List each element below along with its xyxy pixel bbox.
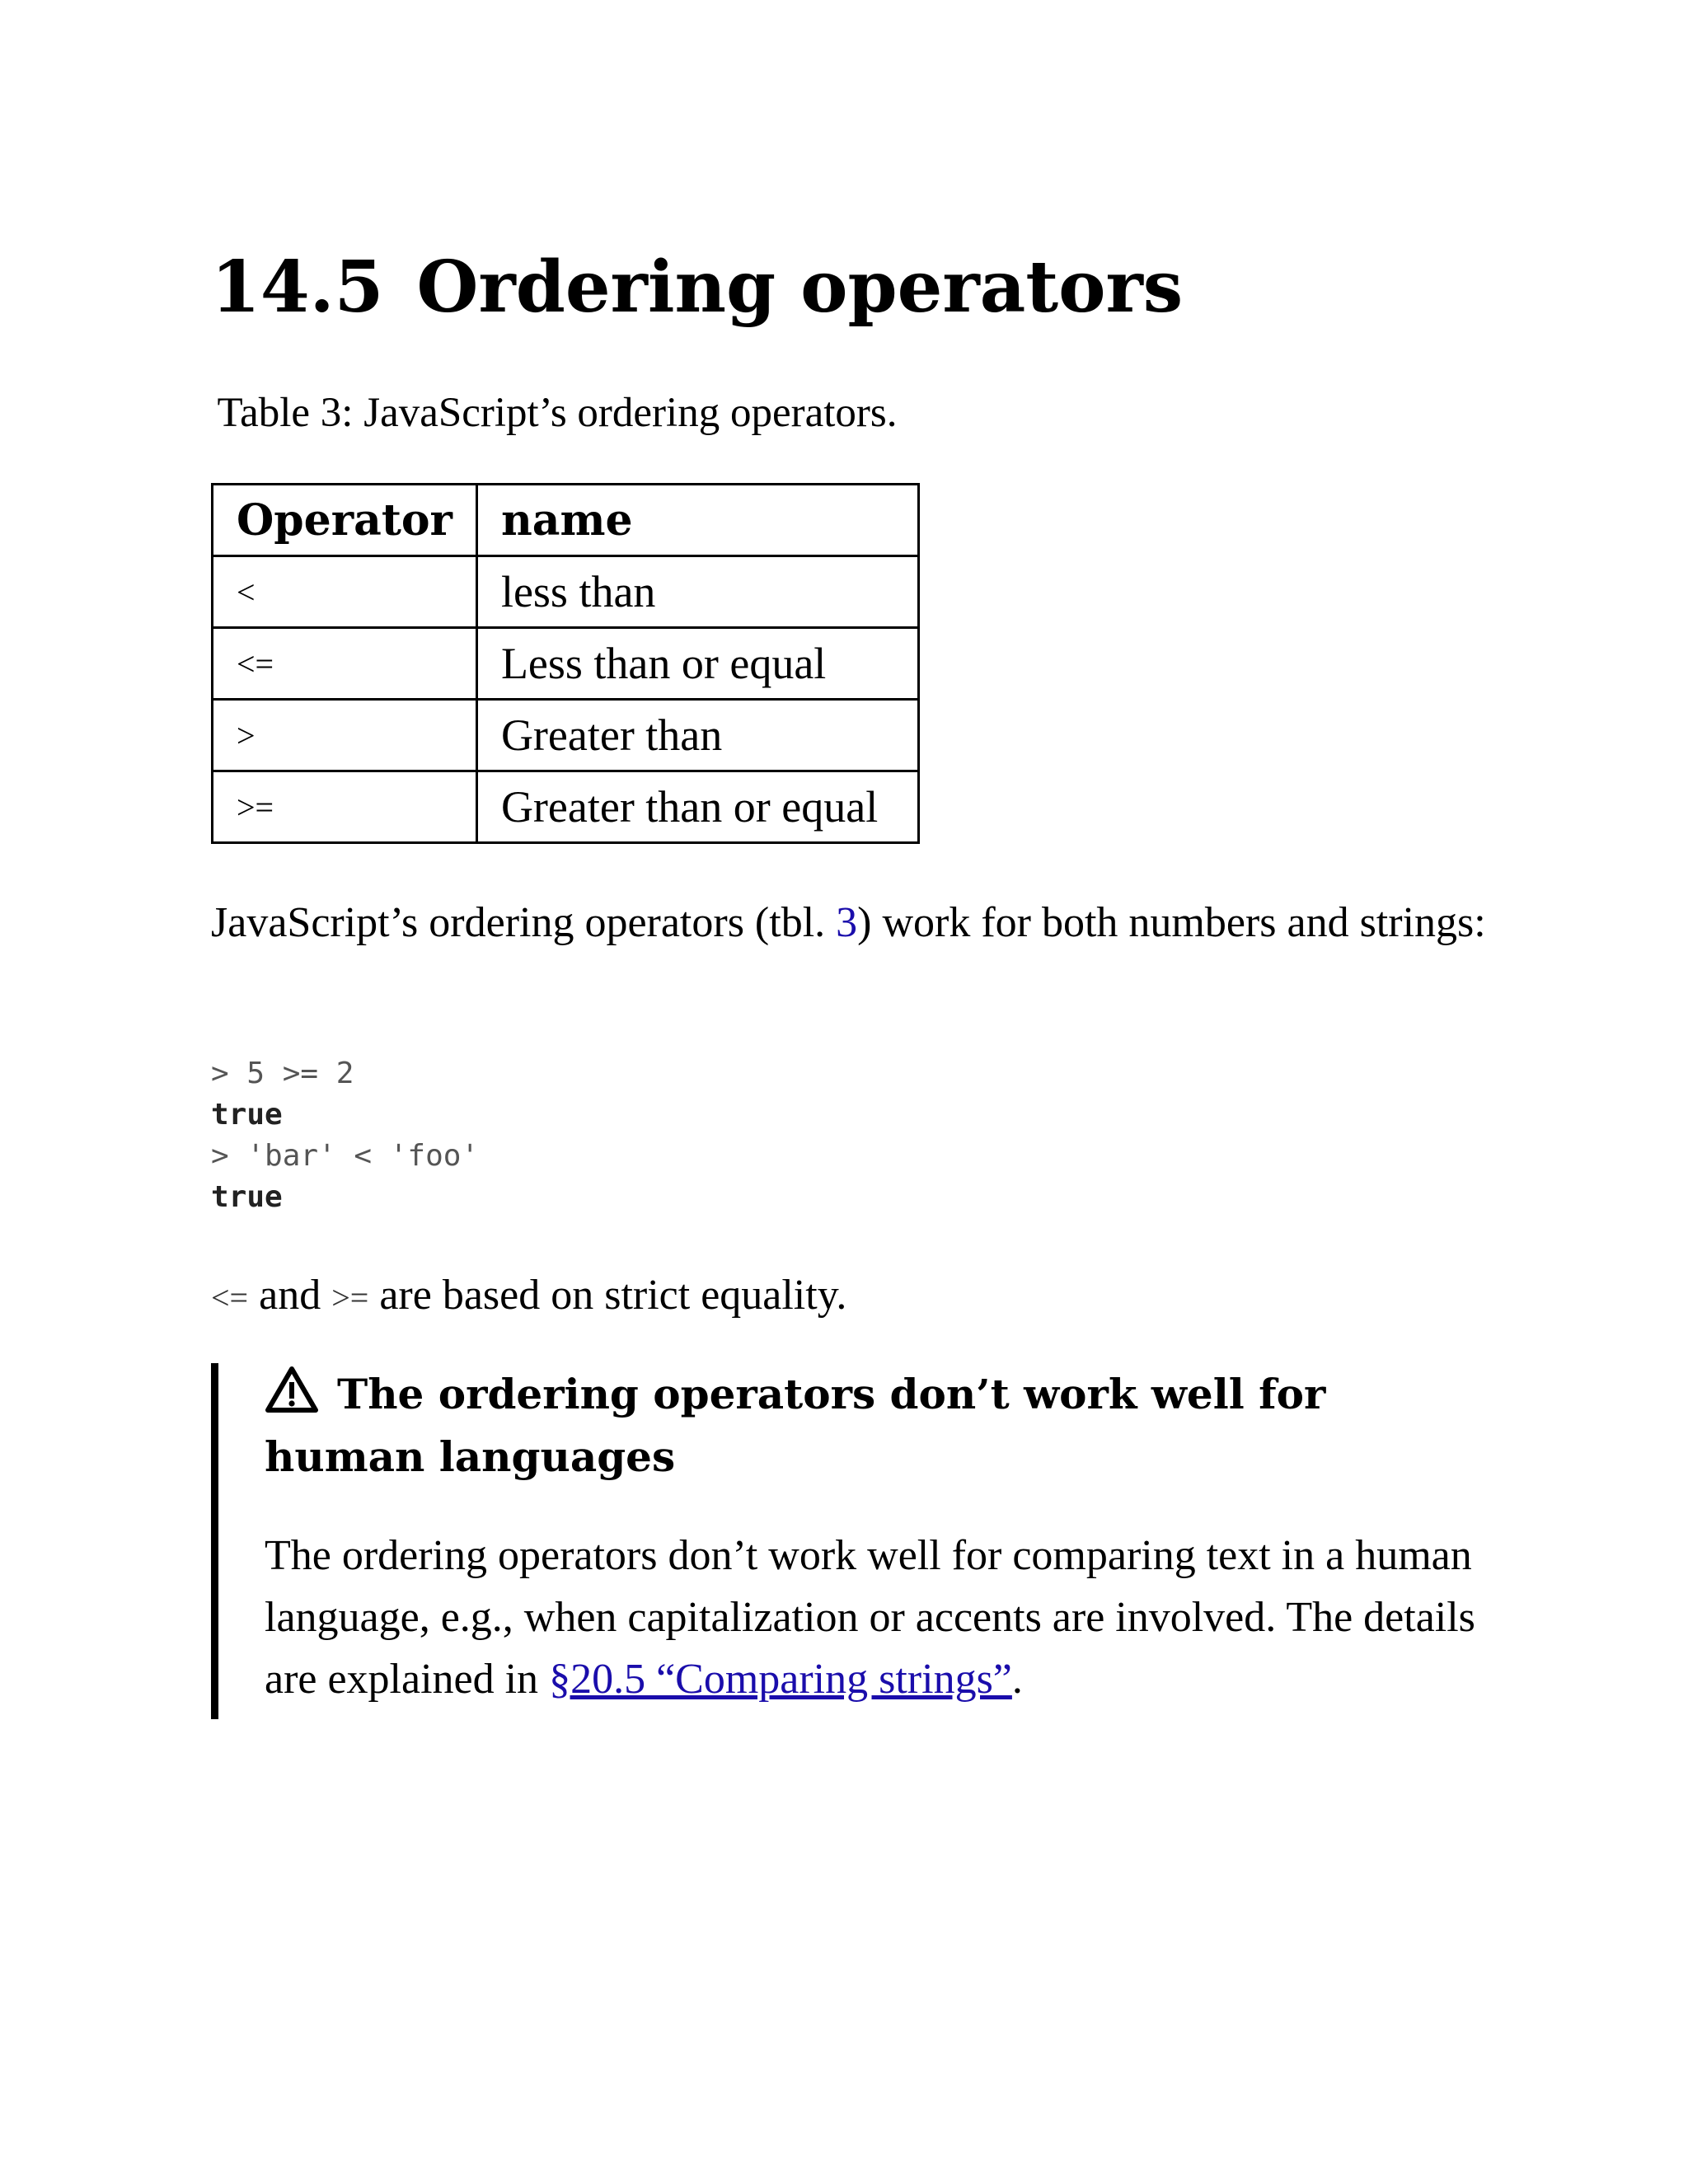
section-title-text: Ordering operators [416, 246, 1184, 329]
section-number: 14.5 [211, 246, 384, 329]
column-header-name: name [476, 485, 918, 556]
table-header-row [213, 485, 919, 556]
section-title [211, 247, 1183, 329]
note-text: and [248, 1272, 332, 1319]
intro-text-after: ) work for both numbers and strings: [857, 899, 1486, 946]
code-input-line: > 5 >= 2 [211, 1057, 354, 1090]
callout-body [265, 1525, 1497, 1710]
operator-cell: < [213, 556, 477, 628]
table-row [213, 556, 919, 628]
operator-cell: <= [213, 628, 477, 700]
operator-cell: >= [213, 771, 477, 843]
callout-body-end: . [1011, 1656, 1023, 1703]
code-output-line: true [211, 1180, 283, 1214]
table-reference-link[interactable]: 3 [836, 899, 858, 946]
note-text: are based on strict equality. [368, 1272, 847, 1319]
callout-body-text: The ordering operators don’t work well for comparing text in a human language, e.g., when capitalization or accents are involved. The details are explained in [265, 1532, 1475, 1703]
operator-cell: > [213, 700, 477, 771]
code-block [211, 1053, 479, 1218]
intro-paragraph [211, 892, 1497, 954]
callout-title [265, 1363, 1497, 1488]
table-row [213, 700, 919, 771]
warning-icon [265, 1366, 319, 1413]
comparing-strings-link[interactable]: §20.5 “Comparing strings” [549, 1656, 1012, 1703]
table-row [213, 771, 919, 843]
table-row [213, 628, 919, 700]
inline-operator: <= [211, 1279, 249, 1316]
code-output-line: true [211, 1098, 283, 1132]
name-cell: Greater than or equal [476, 771, 918, 843]
name-cell: less than [476, 556, 918, 628]
operators-table [211, 483, 920, 844]
inline-operator: >= [331, 1279, 369, 1316]
table-caption: Table 3: JavaScript’s ordering operators. [217, 390, 898, 436]
name-cell: Less than or equal [476, 628, 918, 700]
code-input-line: > 'bar' < 'foo' [211, 1139, 480, 1173]
equality-note [211, 1264, 1497, 1329]
column-header-operator: Operator [213, 485, 477, 556]
name-cell: Greater than [476, 700, 918, 771]
intro-text-before: JavaScript’s ordering operators (tbl. [211, 899, 837, 946]
warning-callout [211, 1363, 1497, 1719]
callout-title-text: The ordering operators don’t work well for human languages [265, 1370, 1326, 1481]
